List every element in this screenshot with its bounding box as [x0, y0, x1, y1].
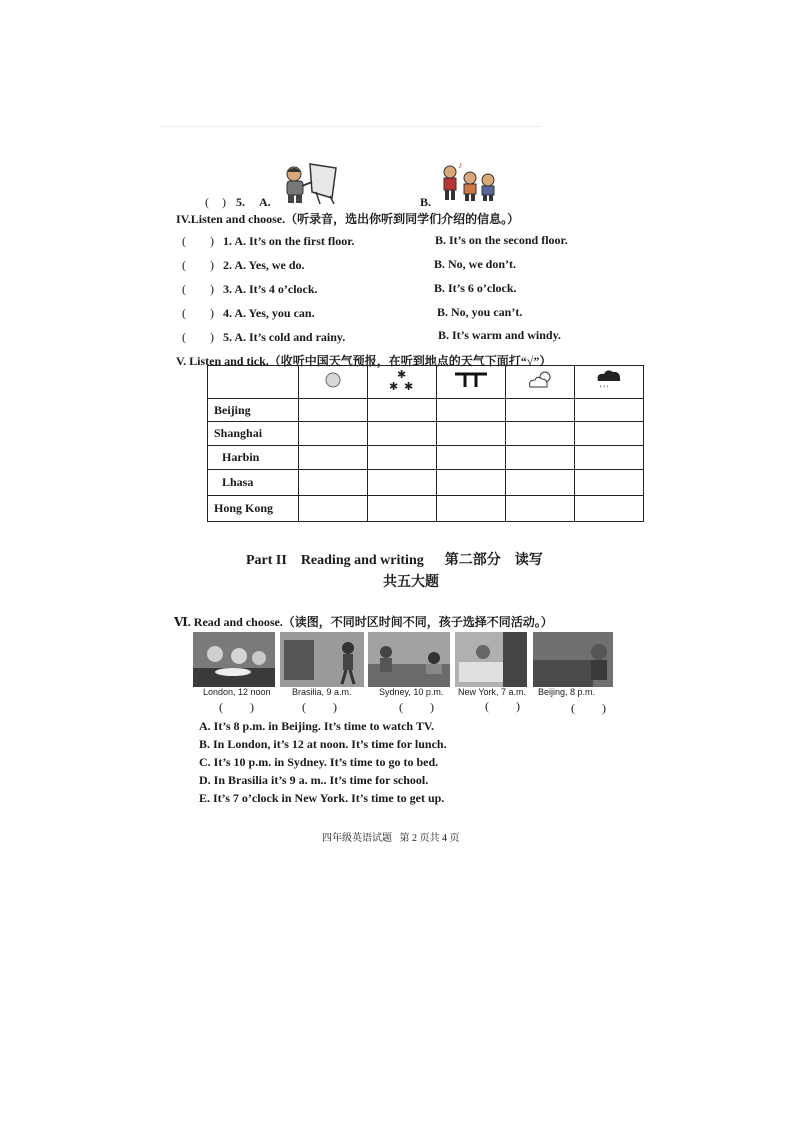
tick-cell[interactable]	[437, 422, 506, 446]
option-b: B. It’s on the second floor.	[435, 233, 568, 247]
sentence-e: E. It’s 7 o’clock in New York. It’s time to get up.	[199, 791, 445, 805]
sentence-c: C. It’s 10 p.m. in Sydney. It’s time to go to bed.	[199, 755, 439, 769]
q5-option-b: B.	[420, 195, 432, 209]
sydney-bedtime-picture	[368, 632, 450, 687]
city-hong-kong: Hong Kong	[208, 496, 299, 522]
caption-beijing: Beijing, 8 p.m.	[538, 687, 596, 697]
q5-number: 5.	[236, 195, 245, 209]
svg-text:✱: ✱	[397, 368, 407, 381]
top-scan-line	[160, 126, 540, 127]
option-a: 4. A. Yes, you can.	[223, 306, 315, 320]
part2-subtitle: 共五大题	[383, 575, 439, 590]
option-b: B. No, you can’t.	[437, 305, 523, 319]
tick-cell[interactable]	[575, 446, 644, 470]
tick-cell[interactable]	[506, 399, 575, 422]
tick-cell[interactable]	[575, 422, 644, 446]
tick-cell[interactable]	[368, 496, 437, 522]
tick-cell[interactable]	[299, 446, 368, 470]
tick-cell[interactable]	[368, 470, 437, 496]
beijing-tv-picture	[533, 632, 613, 687]
section4-heading: IV.Listen and choose.（听录音，选出你听到同学们介绍的信息。）	[176, 212, 520, 226]
sentence-b: B. In London, it’s 12 at noon. It’s time for lunch.	[199, 737, 447, 751]
brasilia-school-picture	[280, 632, 364, 687]
answer-blank-5[interactable]: ( )	[571, 701, 606, 715]
answer-paren-open: (	[182, 330, 186, 344]
tick-cell[interactable]	[299, 496, 368, 522]
svg-text:♪: ♪	[458, 160, 463, 170]
svg-text:' ' ': ' ' '	[600, 383, 609, 393]
q5-paren-open: (	[205, 195, 209, 209]
cloud-sun-icon	[506, 366, 575, 399]
wind-icon	[437, 366, 506, 399]
section5-heading: V. Listen and tick.（收听中国天气预报，在听到地点的天气下面打“√”）	[176, 354, 552, 368]
city-harbin: Harbin	[208, 446, 299, 470]
city-lhasa: Lhasa	[208, 470, 299, 496]
tick-cell[interactable]	[575, 470, 644, 496]
answer-paren-open: (	[182, 258, 186, 272]
q5-option-a: A.	[259, 195, 271, 209]
q5-paren-close: )	[222, 195, 226, 209]
tick-cell[interactable]	[506, 422, 575, 446]
answer-paren-close: )	[210, 330, 214, 344]
part2-title: Part II Reading and writing 第二部分 读写	[246, 553, 543, 568]
option-a: 5. A. It’s cold and rainy.	[223, 330, 346, 344]
london-lunch-picture	[193, 632, 275, 687]
answer-blank-4[interactable]: ( )	[485, 699, 520, 713]
answer-blank-3[interactable]: ( )	[399, 700, 434, 714]
tick-cell[interactable]	[368, 446, 437, 470]
rain-cloud-icon	[575, 366, 644, 399]
tick-cell[interactable]	[506, 496, 575, 522]
answer-paren-close: )	[210, 306, 214, 320]
sentence-d: D. In Brasilia it’s 9 a. m.. It’s time for school.	[199, 773, 429, 787]
tick-cell[interactable]	[575, 399, 644, 422]
page-footer: 四年级英语试题 第 2 页共 4 页	[322, 833, 460, 844]
answer-paren-close: )	[210, 258, 214, 272]
answer-blank-1[interactable]: ( )	[219, 700, 254, 714]
weather-table	[207, 365, 644, 522]
city-beijing: Beijing	[208, 399, 299, 422]
corner-cell	[208, 366, 299, 399]
svg-text:✱: ✱	[389, 380, 399, 392]
sun-icon	[299, 366, 368, 399]
answer-blank-2[interactable]: ( )	[302, 700, 337, 714]
caption-new-york: New York, 7 a.m.	[458, 687, 527, 697]
answer-paren-open: (	[182, 234, 186, 248]
tick-cell[interactable]	[437, 446, 506, 470]
caption-brasilia: Brasilia, 9 a.m.	[292, 687, 352, 697]
tick-cell[interactable]	[575, 496, 644, 522]
tick-cell[interactable]	[506, 446, 575, 470]
caption-sydney: Sydney, 10 p.m.	[379, 687, 444, 697]
answer-paren-open: (	[182, 282, 186, 296]
option-a: 2. A. Yes, we do.	[223, 258, 305, 272]
option-b: B. It’s warm and windy.	[438, 328, 561, 342]
tick-cell[interactable]	[437, 496, 506, 522]
section6-heading: Ⅵ. Read and choose.（读图，不同时区时间不同，孩子选择不同活动。）	[174, 615, 553, 629]
tick-cell[interactable]	[299, 399, 368, 422]
snow-icon	[368, 366, 437, 399]
new-york-get-up-picture	[455, 632, 527, 687]
option-b: B. It’s 6 o’clock.	[434, 281, 517, 295]
option-a: 1. A. It’s on the first floor.	[223, 234, 355, 248]
option-a: 3. A. It’s 4 o’clock.	[223, 282, 318, 296]
option-b: B. No, we don’t.	[434, 257, 517, 271]
city-shanghai: Shanghai	[208, 422, 299, 446]
sentence-a: A. It’s 8 p.m. in Beijing. It’s time to watch TV.	[199, 719, 435, 733]
caption-london: London, 12 noon	[203, 687, 271, 697]
tick-cell[interactable]	[368, 422, 437, 446]
answer-paren-open: (	[182, 306, 186, 320]
children-singing-picture	[436, 158, 500, 202]
tick-cell[interactable]	[299, 422, 368, 446]
svg-text:✱: ✱	[404, 380, 414, 392]
painting-boy-picture	[280, 162, 340, 204]
answer-paren-close: )	[210, 282, 214, 296]
tick-cell[interactable]	[437, 470, 506, 496]
tick-cell[interactable]	[368, 399, 437, 422]
tick-cell[interactable]	[437, 399, 506, 422]
answer-paren-close: )	[210, 234, 214, 248]
tick-cell[interactable]	[299, 470, 368, 496]
tick-cell[interactable]	[506, 470, 575, 496]
